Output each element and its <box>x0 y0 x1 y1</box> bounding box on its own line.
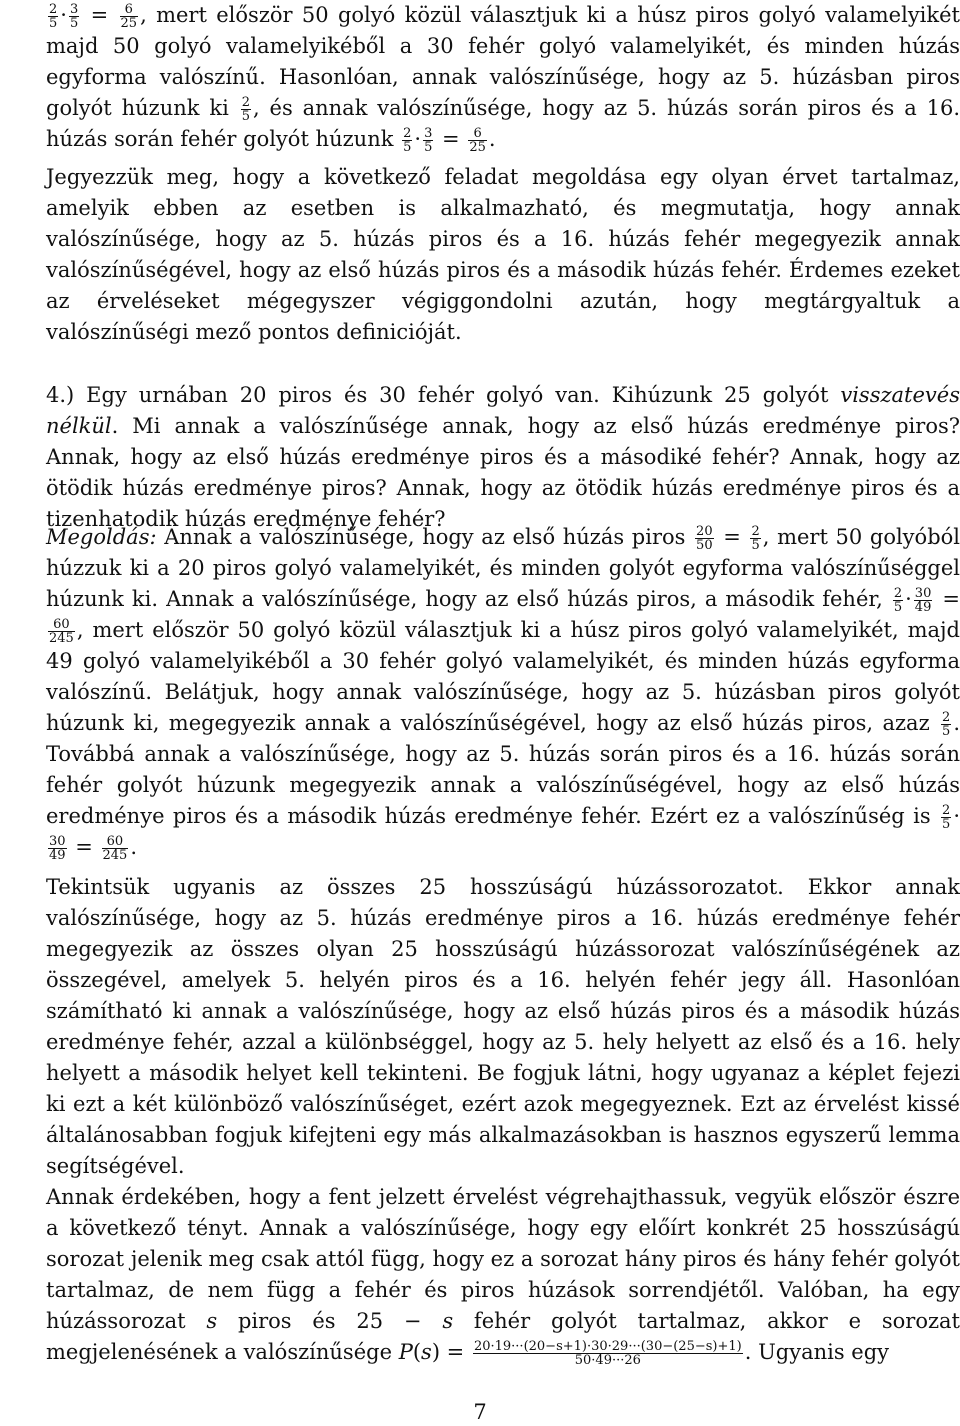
fraction-numerator: 2 <box>893 586 903 601</box>
fraction-denominator: 5 <box>893 600 903 615</box>
fraction-denominator: 5 <box>403 140 412 155</box>
paragraph-b2: Jegyezzük meg, hogy a következő feladat megoldása egy olyan érvet tartalmaz, amelyik ebben az esetben is alkalmazható, és megmutatja, hogy annak valószínűsége, hogy az 5. húzás piros és a 16. húzás fehér megegyezik annak valószínűségével, hogy az első húzás piros és a második húzás fehér. Érdemes ezeket az érveléseket mégegyszer végiggondolni azután, hogy megtárgyaltuk a valószínűségi mező pontos definicióját. <box>46 165 960 344</box>
fraction-denominator: 5 <box>241 109 250 124</box>
fraction-numerator: 6 <box>468 127 487 141</box>
fraction <box>241 96 251 123</box>
fraction <box>402 127 412 154</box>
fraction <box>941 711 951 738</box>
fraction <box>48 835 67 862</box>
fraction-numerator: 2 <box>942 710 951 725</box>
fraction-numerator: 6 <box>120 3 139 17</box>
fraction-denominator: 5 <box>942 724 951 739</box>
fraction-numerator: 20 <box>696 524 713 539</box>
italic-text: Megoldás: <box>46 525 157 549</box>
fraction-numerator: 20·19···(20−s+1)·30·29···(30−(25−s)+1) <box>473 1339 742 1354</box>
fraction-denominator: 5 <box>942 817 951 832</box>
fraction <box>750 525 760 552</box>
fraction-numerator: 30 <box>49 834 66 849</box>
italic-text: s <box>442 1309 454 1333</box>
fraction-denominator: 5 <box>424 140 433 155</box>
fraction <box>102 835 129 862</box>
page-number: 7 <box>473 1400 487 1424</box>
fraction-numerator: 30 <box>914 586 932 601</box>
italic-text: s <box>421 1340 432 1364</box>
fraction-numerator: 3 <box>69 2 79 17</box>
fraction <box>473 1340 743 1367</box>
paragraph-b5: Tekintsük ugyanis az összes 25 hosszúságú húzássorozatot. Ekkor annak valószínűsége, hogy az 5. húzás eredménye piros a 16. húzás eredménye fehér megegyezik az összes olyan 25 hosszúságú húzássorozat valószínűségének az összegével, amelyek 5. helyén piros és a 16. helyén fehér jegy áll. Hasonlóan számítható ki annak a valószínűsége, hogy az első húzás piros és a második húzás eredménye fehér, azzal a különbséggel, hogy az 5. hely helyett az első és a 16. hely helyett a második helyet kell tekinteni. Be fogjuk látni, hogy ugyanaz a képlet fejezi ki ezt a két különböző valószínűséget, ezért azok megegyeznek. Ezt az érvelést kissé általánosabban fogjuk kifejteni egy más alkalmazásokban is hasznos egyszerű lemma segítségével. <box>46 875 960 1178</box>
fraction-numerator: 2 <box>49 2 58 17</box>
fraction-numerator: 2 <box>751 524 760 539</box>
fraction-denominator: 5 <box>49 16 58 31</box>
italic-text: visszatevés nélkül <box>46 383 960 438</box>
italic-text: s <box>206 1309 218 1333</box>
fraction-denominator: 245 <box>102 848 128 863</box>
fraction <box>914 587 933 614</box>
fraction-denominator: 25 <box>469 140 486 155</box>
fraction-numerator: 60 <box>102 835 129 849</box>
fraction-denominator: 5 <box>751 538 760 553</box>
fraction <box>423 127 433 154</box>
fraction-numerator: 2 <box>942 803 951 818</box>
italic-text: P <box>398 1340 413 1364</box>
fraction <box>120 3 139 30</box>
paragraph-b3: 4.) Egy urnában 20 piros és 30 fehér golyó van. Kihúzunk 25 golyót visszatevés nélkül. Mi annak a valószínűsége annak, hogy az első húzás eredménye piros? Annak, hogy az első húzás eredménye piros és a másodiké fehér? Annak, hogy az ötödik húzás eredménye piros? Annak, hogy az ötödik húzás eredménye piros és a tizenhatodik húzás eredménye fehér? <box>46 383 960 531</box>
fraction-numerator: 3 <box>424 126 433 141</box>
fraction <box>941 804 951 831</box>
fraction-denominator: 50·49···26 <box>574 1353 641 1368</box>
fraction-denominator: 5 <box>69 16 79 31</box>
paragraph-b6: Annak érdekében, hogy a fent jelzett érvelést végrehajthassuk, vegyük először észre a következő tényt. Annak a valószínűsége, hogy egy előírt konkrét 25 hosszúságú sorozat jelenik meg csak attól függ, hogy ez a sorozat hány piros és hány fehér golyót tartalmaz, de nem függ a fehér és piros húzások sorrendjétől. Valóban, ha egy húzássorozat s piros és 25 − s fehér golyót tartalmaz, akkor e sorozat megjelenésének a valószínűsége P(s) = $\frac{20\cdot 19\cdot\cdot\cdot(20-s+1)\cdot 30\cdot 29\cdot\cdot\cdot(30-(25-s)+1)}{50\cdot 49\cdot\cdot\cdot 26}$ . Ugyanis egy <box>46 1185 960 1368</box>
fraction-denominator: 49 <box>914 600 932 615</box>
fraction-numerator: 60 <box>48 618 75 632</box>
fraction <box>468 127 487 154</box>
fraction <box>893 587 903 614</box>
fraction <box>69 3 79 30</box>
paragraph-b4: Megoldás: Annak a valószínűsége, hogy az első húzás piros $\frac{20}{50}$ = $\frac{2}{5}$ , mert 50 golyóból húzzuk ki a 20 piros golyó valamelyikét, és minden golyót egyforma valószínűséggel húzunk ki. Annak a valószínűsége, hogy az első húzás piros, a második fehér, $\frac{2}{5}$ · $\frac{30}{49}$ = $\frac{60}{245}$ , mert először 50 golyó közül választjuk ki a húsz piros golyó valamelyikét, majd 49 golyó valamelyikéből a 30 fehér golyó valamelyikét, és minden húzás egyforma valószínű. Belátjuk, hogy annak valószínűsége, hogy az 5. húzásban piros golyót húzunk ki, megegyezik annak a valószínűségével, hogy az első húzás piros, azaz $\frac{2}{5}$ . Továbbá annak a valószínűsége, hogy az 5. húzás során piros és a 16. húzás során fehér golyót húzunk megegyezik annak a valószínűségével, hogy az első húzás eredménye piros és a második húzás eredménye fehér. Ezért ez a valószínűség is $\frac{2}{5}$ · $\frac{30}{49}$ = $\frac{60}{245}$ . <box>46 524 960 863</box>
fraction-denominator: 50 <box>696 538 713 553</box>
fraction <box>48 618 75 645</box>
fraction <box>48 3 58 30</box>
fraction-numerator: 2 <box>403 126 412 141</box>
paragraph-b1: $\frac{2}{5}$ · $\frac{3}{5}$ = $\frac{6}{25}$ , mert először 50 golyó közül választjuk ki a húsz piros golyó valamelyikét majd 50 golyó valamelyikéből a 30 fehér golyó valamelyikét, és minden húzás egyforma valószínű. Hasonlóan, annak valószínűsége, hogy az 5. húzásban piros golyót húzunk ki $\frac{2}{5}$ , és annak valószínűsége, hogy az 5. húzás során piros és a 16. húzás során fehér golyót húzunk $\frac{2}{5}$ · $\frac{3}{5}$ = $\frac{6}{25}$ . <box>46 2 960 155</box>
fraction-denominator: 49 <box>49 848 66 863</box>
fraction-numerator: 2 <box>241 95 250 110</box>
fraction-denominator: 245 <box>49 631 74 646</box>
fraction <box>695 525 714 552</box>
fraction-denominator: 25 <box>120 16 138 31</box>
